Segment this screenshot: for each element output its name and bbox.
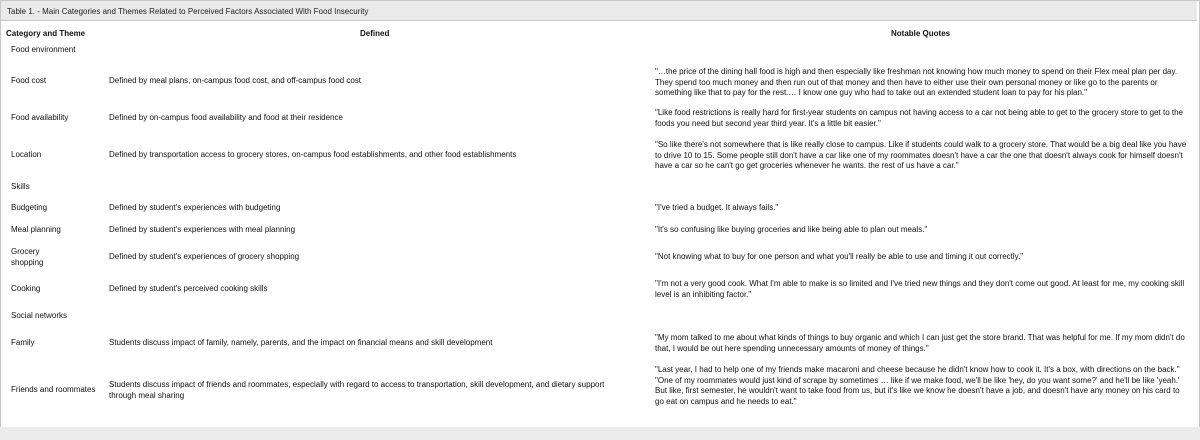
quote-line: "One of my roommates would just kind of scrape by sometimes … like if we make food, we'll be like 'hey, do you want some?' and he'll be like 'yeah.' But like, first semester, he wouldn't want to take food from us, but it's like we know he doesn't have a job, and doesn't have any money on his card to go eat on campus and he needs to eat.": [655, 375, 1180, 406]
header-defined: Defined: [360, 29, 390, 38]
header-category: Category and Theme: [6, 29, 86, 38]
defined-cell: Defined by on-campus food availability and food at their residence: [109, 113, 343, 122]
theme-cell: Location: [11, 150, 42, 159]
theme-cell: Cooking: [11, 284, 41, 293]
theme-cell: Food cost: [11, 76, 47, 85]
theme-cell: Friends and roommates: [11, 385, 96, 394]
category-skills: Skills: [11, 182, 30, 191]
quote-cell: "I've tried a budget. It always fails.": [655, 203, 779, 212]
category-social-networks: Social networks: [11, 311, 68, 320]
quote-cell: "Like food restrictions is really hard for first-year students on campus not having access to a car not being able to get to the grocery store to get to the foods you need but second year third year. It's a little bit easier.": [655, 108, 1184, 128]
category-food-environment: Food environment: [11, 45, 76, 54]
defined-cell: Defined by meal plans, on-campus food cost, and off-campus food cost: [109, 76, 361, 85]
defined-cell: Students discuss impact of friends and roommates, especially with regard to access to transportation, skill development, and dietary support through meal sharing: [109, 380, 605, 400]
quote-cell: [655, 365, 1187, 407]
quote-line: "Last year, I had to help one of my friends make macaroni and cheese because he didn't know how to cook it. It's a box, with directions on the back.": [655, 365, 1180, 374]
header-quotes: Notable Quotes: [891, 29, 951, 38]
defined-cell: Defined by student's experiences with meal planning: [109, 225, 296, 234]
quote-cell: "I'm not a very good cook. What I'm able to make is so limited and I've tried new things and they don't come out good. At least for me, my cooking skill level is an inhibiting factor.": [655, 279, 1185, 299]
table-title-bar: [1, 1, 1197, 21]
theme-cell: Grocery shopping: [11, 247, 44, 267]
quote-cell: "It's so confusing like buying groceries and like being able to plan out meals.": [655, 225, 928, 234]
bottom-scroll-area: [0, 427, 1200, 440]
theme-cell: Meal planning: [11, 225, 61, 234]
quote-cell: "So like there's not somewhere that is like really close to campus. Like if students could walk to a grocery store. That would be a big deal like you have to drive 10 to 15. Some people still don't have a car like one of my roommates doesn't have a car the one that doesn't always cook for himself doesn't have a car so he can't go get groceries whenever he wants. the rest of us have a car.": [655, 140, 1187, 170]
table-title: Table 1. - Main Categories and Themes Related to Perceived Factors Associated With Food Insecurity: [7, 7, 369, 16]
quote-cell: "My mom talked to me about what kinds of things to buy organic and which I can just get the store brand. That was helpful for me. If my mom didn't do that, I would be out here spending unnecessary amounts of money of things.": [655, 333, 1185, 353]
theme-cell: Food availability: [11, 113, 69, 122]
defined-cell: Defined by student's experiences with budgeting: [109, 203, 281, 212]
defined-cell: Students discuss impact of family, namely, parents, and the impact on financial means and skill development: [109, 338, 493, 347]
theme-cell: Family: [11, 338, 35, 347]
defined-cell: Defined by student's perceived cooking skills: [109, 284, 268, 293]
defined-cell: Defined by transportation access to grocery stores, on-campus food establishments, and other food establishments: [109, 150, 517, 159]
theme-cell: Budgeting: [11, 203, 48, 212]
quote-cell: "…the price of the dining hall food is high and then especially like freshman not knowing how much money to spend on their Flex meal plan per day. They spend too much money and then run out of that money and then have to either use their own personal money or like go to the parents or something like that to pay for the rest.… I know one guy who had to take out an extended student loan to pay for his plan.": [655, 67, 1178, 97]
quote-cell: "Not knowing what to buy for one person and what you'll really be able to use and timing it out correctly.": [655, 252, 1024, 261]
defined-cell: Defined by student's experiences of grocery shopping: [109, 252, 300, 261]
